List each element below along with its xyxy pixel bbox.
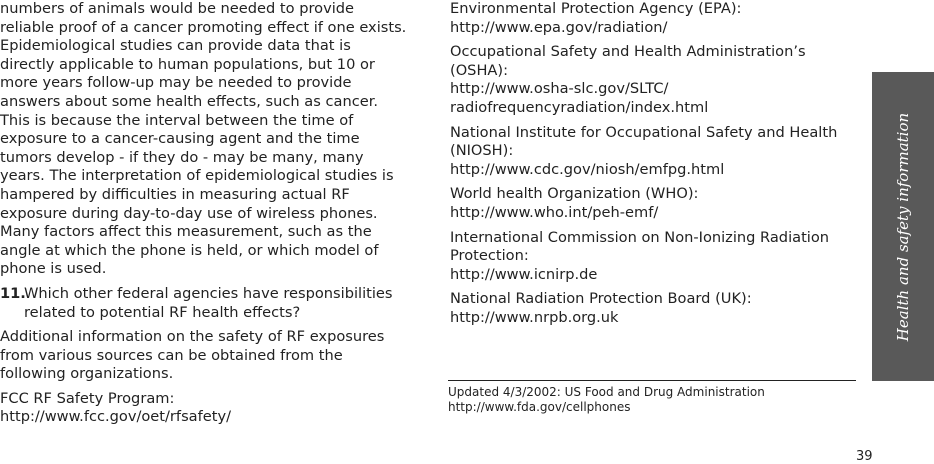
question-number: 11. [0, 284, 26, 302]
footnote [448, 380, 856, 415]
fcc-title: FCC RF Safety Program: [0, 389, 175, 407]
org-url: http://www.icnirp.de [450, 265, 598, 283]
org-entry-osha [450, 43, 860, 117]
fcc-entry [0, 390, 408, 427]
body-paragraph: numbers of animals would be needed to provide reliable proof of a cancer promoting effect if one exists. Epidemiological studies can provide data that is directly applicable to human populations, but 10 or more years follow-up may be needed to provide answers about some health effects, such as cancer. This is because the interval between the time of exposure to a cancer-causing agent and the time tumors develop - if they do - may be many, many years. The interpretation of epidemiological studies is hampered by difficulties in measuring actual RF exposure during day-to-day use of wireless phones. Many factors affect this measurement, such as the angle at which the phone is held, or which model of phone is used. [0, 0, 407, 278]
section-side-tab [872, 72, 934, 381]
footnote-line: Updated 4/3/2002: US Food and Drug Administration [448, 385, 765, 399]
org-name: International Commission on Non-Ionizing Radiation Protection: [450, 228, 830, 265]
org-url: http://www.osha-slc.gov/SLTC/ radiofrequencyradiation/index.html [450, 80, 709, 116]
question-item [0, 285, 408, 322]
org-name: National Institute for Occupational Safety and Health (NIOSH): [450, 123, 838, 160]
org-url: http://www.epa.gov/radiation/ [450, 18, 668, 36]
org-entry-icnirp [450, 229, 860, 285]
question-text: Which other federal agencies have responsibilities related to potential RF health effects? [24, 284, 393, 321]
footnote-url: http://www.fda.gov/cellphones [448, 400, 631, 414]
page-number: 39 [856, 449, 873, 464]
org-name: World health Organization (WHO): [450, 185, 699, 203]
right-column [450, 0, 860, 328]
org-name: National Radiation Protection Board (UK): [450, 290, 752, 308]
org-entry-nrpb [450, 290, 860, 327]
org-entry-epa [450, 0, 860, 37]
org-url: http://www.cdc.gov/niosh/emfpg.html [450, 160, 725, 178]
left-column [0, 0, 408, 427]
org-name: Occupational Safety and Health Administration’s (OSHA): [450, 43, 806, 79]
section-side-tab-label: Health and safety information [894, 112, 912, 341]
org-entry-who [450, 185, 860, 222]
org-url: http://www.who.int/peh-emf/ [450, 203, 659, 221]
org-entry-niosh [450, 124, 860, 180]
org-url: http://www.nrpb.org.uk [450, 308, 619, 326]
additional-info-paragraph: Additional information on the safety of RF exposures from various sources can be obtained from the following organizations. [0, 328, 385, 383]
fcc-url: http://www.fcc.gov/oet/rfsafety/ [0, 408, 232, 426]
org-name: Environmental Protection Agency (EPA): [450, 0, 742, 17]
